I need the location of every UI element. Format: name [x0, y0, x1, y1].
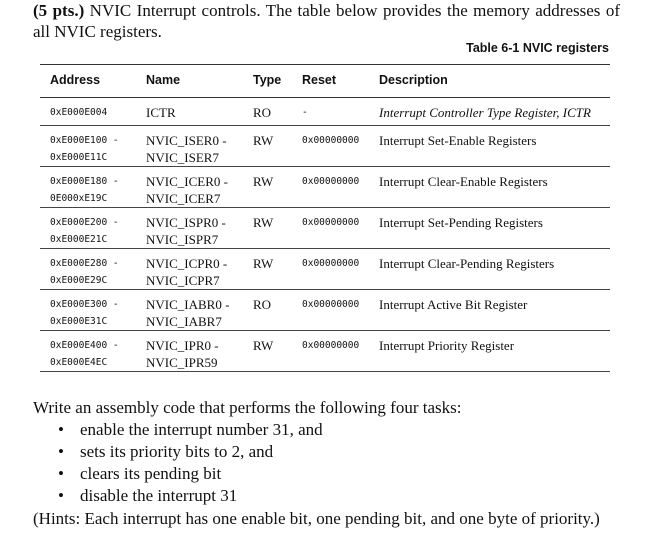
- table-row: [40, 290, 610, 331]
- bullet-icon: •: [58, 464, 64, 483]
- name-cell: NVIC_IPR0 - NVIC_IPR59: [146, 338, 219, 370]
- nvic-registers-table: [40, 64, 610, 372]
- description-cell: Interrupt Priority Register: [379, 338, 515, 353]
- task-prompt: Write an assembly code that performs the following four tasks:: [33, 398, 462, 417]
- list-item: • clears its pending bit: [58, 464, 222, 483]
- task-list: [58, 419, 323, 507]
- hint-text: (Hints: Each interrupt has one enable bit, one pending bit, and one byte of priority.): [33, 509, 600, 528]
- type-cell: RW: [253, 256, 274, 271]
- header-type: Type: [253, 73, 282, 87]
- header-description: Description: [379, 73, 448, 87]
- list-item: • disable the interrupt 31: [58, 486, 238, 505]
- reset-cell: 0x00000000: [302, 299, 360, 310]
- name-cell: NVIC_ISPR0 - NVIC_ISPR7: [146, 215, 226, 247]
- address-cell: 0xE000E280 - 0xE000E29C: [50, 258, 119, 286]
- reset-cell: 0x00000000: [302, 217, 360, 228]
- type-cell: RW: [253, 174, 274, 189]
- table-row: [40, 331, 610, 372]
- table-caption: Table 6-1 NVIC registers: [466, 41, 609, 55]
- reset-cell: -: [302, 107, 308, 118]
- type-cell: RO: [253, 297, 272, 312]
- header-reset: Reset: [302, 73, 337, 87]
- bullet-icon: •: [58, 486, 64, 505]
- description-cell: Interrupt Active Bit Register: [379, 297, 528, 312]
- table-row: [40, 167, 610, 208]
- name-cell: NVIC_IABR0 - NVIC_IABR7: [146, 297, 230, 329]
- table-row: [40, 98, 610, 126]
- header-name: Name: [146, 73, 181, 87]
- description-cell: Interrupt Clear-Enable Registers: [379, 174, 548, 189]
- bullet-icon: •: [58, 420, 64, 439]
- type-cell: RW: [253, 338, 274, 353]
- table-row: [40, 208, 610, 249]
- type-cell: RW: [253, 215, 274, 230]
- list-item: • enable the interrupt number 31, and: [58, 420, 323, 439]
- name-cell: NVIC_ISER0 - NVIC_ISER7: [146, 133, 227, 165]
- table-row: [40, 249, 610, 290]
- address-cell: 0xE000E100 - 0xE000E11C: [50, 135, 119, 163]
- address-cell: 0xE000E180 - 0E000xE19C: [50, 176, 119, 204]
- question-intro: [33, 0, 620, 42]
- address-cell: 0xE000E004: [50, 107, 108, 118]
- address-cell: 0xE000E300 - 0xE000E31C: [50, 299, 119, 327]
- type-cell: RO: [253, 105, 272, 120]
- reset-cell: 0x00000000: [302, 176, 360, 187]
- description-cell: Interrupt Controller Type Register, ICTR: [379, 105, 591, 120]
- reset-cell: 0x00000000: [302, 258, 360, 269]
- address-cell: 0xE000E200 - 0xE000E21C: [50, 217, 119, 245]
- points-label: (5 pts.): [33, 1, 85, 20]
- header-address: Address: [50, 73, 101, 87]
- description-cell: Interrupt Set-Enable Registers: [379, 133, 537, 148]
- table-row: [40, 126, 610, 167]
- description-cell: Interrupt Clear-Pending Registers: [379, 256, 555, 271]
- type-cell: RW: [253, 133, 274, 148]
- name-cell: NVIC_ICPR0 - NVIC_ICPR7: [146, 256, 228, 288]
- table-header-row: [40, 64, 610, 98]
- reset-cell: 0x00000000: [302, 340, 360, 351]
- bullet-icon: •: [58, 442, 64, 461]
- list-item: • sets its priority bits to 2, and: [58, 442, 274, 461]
- intro-text: NVIC Interrupt controls. The table below provides the memory addresses of all NVIC registers.: [33, 1, 620, 41]
- description-cell: Interrupt Set-Pending Registers: [379, 215, 543, 230]
- address-cell: 0xE000E400 - 0xE000E4EC: [50, 340, 119, 368]
- name-cell: NVIC_ICER0 - NVIC_ICER7: [146, 174, 228, 206]
- name-cell: ICTR: [146, 105, 176, 120]
- reset-cell: 0x00000000: [302, 135, 360, 146]
